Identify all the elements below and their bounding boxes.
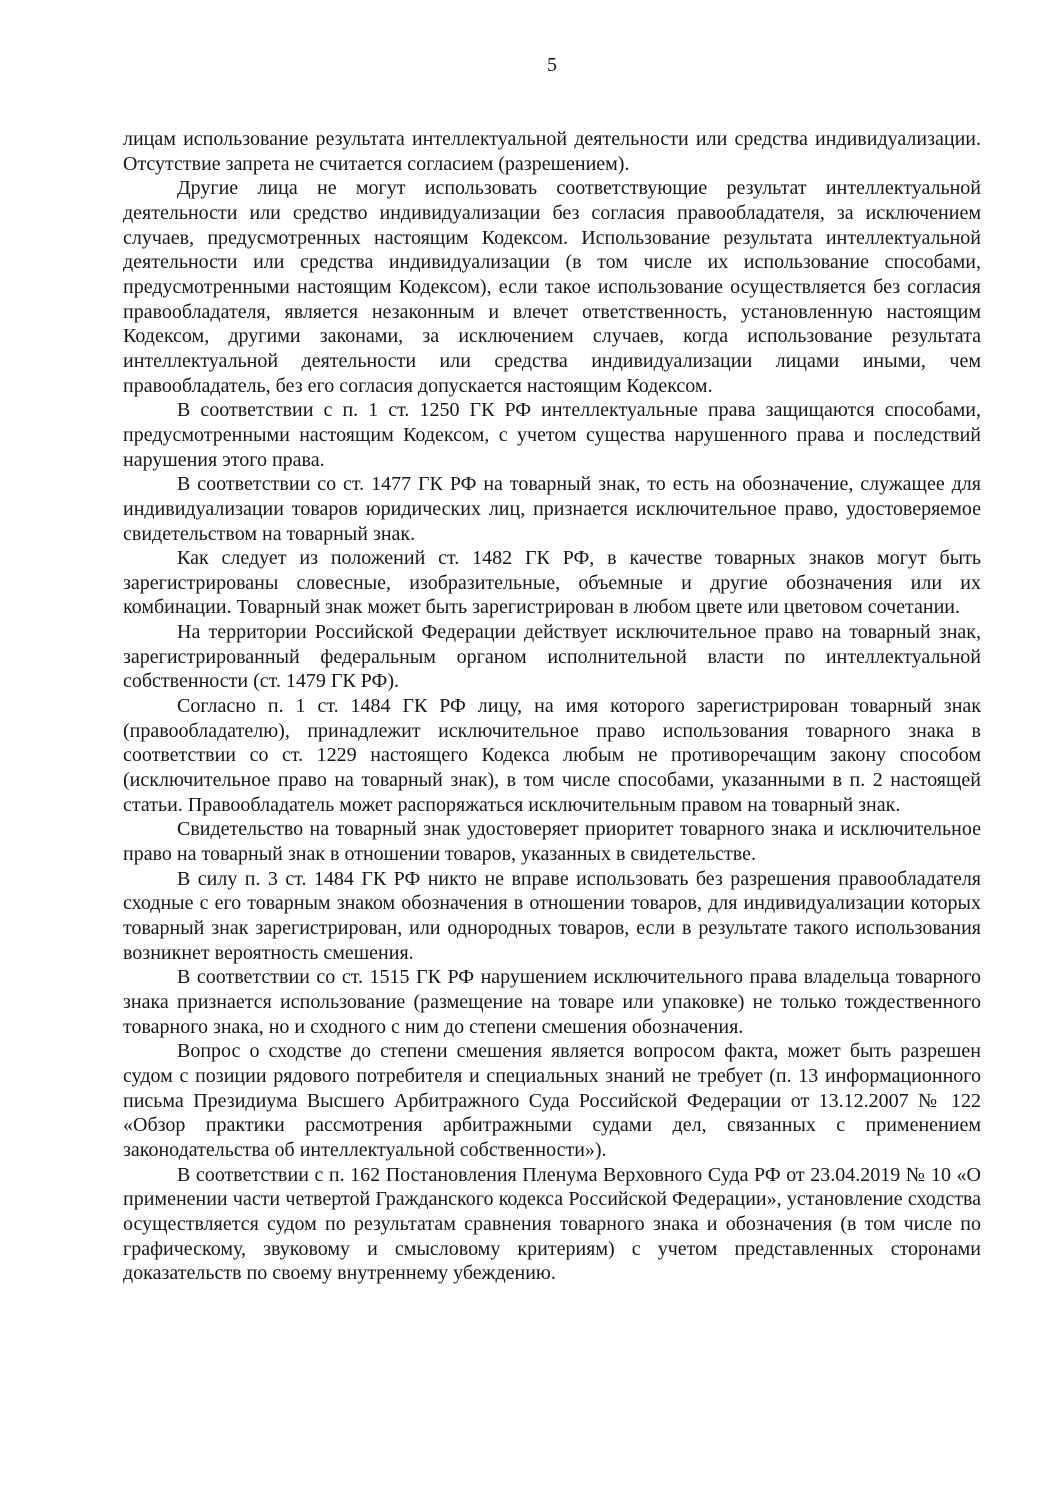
paragraph: В соответствии со ст. 1477 ГК РФ на товарный знак, то есть на обозначение, служащее для индивидуализации товаров юридических лиц, признается исключительное право, удостоверяемое свидетельством на товарный знак.: [123, 473, 981, 545]
paragraph: Согласно п. 1 ст. 1484 ГК РФ лицу, на имя которого зарегистрирован товарный знак (правообладателю), принадлежит исключительное право использования товарного знака в соответствии со ст. 1229 настоящего Кодекса любым не противоречащим закону способом (исключительное право на товарный знак), в том числе способами, указанными в п. 2 настоящей статьи. Правообладатель может распоряжаться исключительным правом на товарный знак.: [123, 695, 981, 816]
paragraph: Свидетельство на товарный знак удостоверяет приоритет товарного знака и исключительное право на товарный знак в отношении товаров, указанных в свидетельстве.: [123, 818, 981, 866]
paragraph: Как следует из положений ст. 1482 ГК РФ, в качестве товарных знаков могут быть зарегистрированы словесные, изобразительные, объемные и другие обозначения или их комбинации. Товарный знак может быть зарегистрирован в любом цвете или цветовом сочетании.: [123, 547, 981, 619]
paragraph: Другие лица не могут использовать соответствующие результат интеллектуальной деятельности или средство индивидуализации без согласия правообладателя, за исключением случаев, предусмотренных настоящим Кодексом. Использование результата интеллектуальной деятельности или средства индивидуализации (в том числе их использование способами, предусмотренными настоящим Кодексом), если такое использование осуществляется без согласия правообладателя, является незаконным и влечет ответственность, установленную настоящим Кодексом, другими законами, за исключением случаев, когда использование результата интеллектуальной деятельности или средства индивидуализации лицами иными, чем правообладатель, без его согласия допускается настоящим Кодексом.: [123, 177, 981, 397]
paragraph: В соответствии с п. 1 ст. 1250 ГК РФ интеллектуальные права защищаются способами, предусмотренными настоящим Кодексом, с учетом существа нарушенного права и последствий нарушения этого права.: [123, 399, 981, 471]
paragraph: В соответствии с п. 162 Постановления Пленума Верховного Суда РФ от 23.04.2019 № 10 «О применении части четвертой Гражданского кодекса Российской Федерации», установление сходства осуществляется судом по результатам сравнения товарного знака и обозначения (в том числе по графическому, звуковому и смысловому критериям) с учетом представленных сторонами доказательств по своему внутреннему убеждению.: [123, 1163, 981, 1285]
paragraph: В соответствии со ст. 1515 ГК РФ нарушением исключительного права владельца товарного знака признается использование (размещение на товаре или упаковке) не только тождественного товарного знака, но и сходного с ним до степени смешения обозначения.: [123, 966, 981, 1038]
paragraph: лицам использование результата интеллектуальной деятельности или средства индивидуализации. Отсутствие запрета не считается согласием (разрешением).: [123, 128, 981, 175]
paragraph: Вопрос о сходстве до степени смешения является вопросом факта, может быть разрешен судом с позиции рядового потребителя и специальных знаний не требует (п. 13 информационного письма Президиума Высшего Арбитражного Суда Российской Федерации от 13.12.2007 № 122 «Обзор практики рассмотрения арбитражными судами дел, связанных с применением законодательства об интеллектуальной собственности»).: [123, 1040, 981, 1161]
document-body: [123, 127, 981, 1286]
paragraph: В силу п. 3 ст. 1484 ГК РФ никто не вправе использовать без разрешения правообладателя сходные с его товарным знаком обозначения в отношении товаров, для индивидуализации которых товарный знак зарегистрирован, или однородных товаров, если в результате такого использования возникнет вероятность смешения.: [123, 867, 981, 964]
paragraph: На территории Российской Федерации действует исключительное право на товарный знак, зарегистрированный федеральным органом исполнительной власти по интеллектуальной собственности (ст. 1479 ГК РФ).: [123, 621, 981, 693]
page-number: 5: [547, 54, 557, 76]
